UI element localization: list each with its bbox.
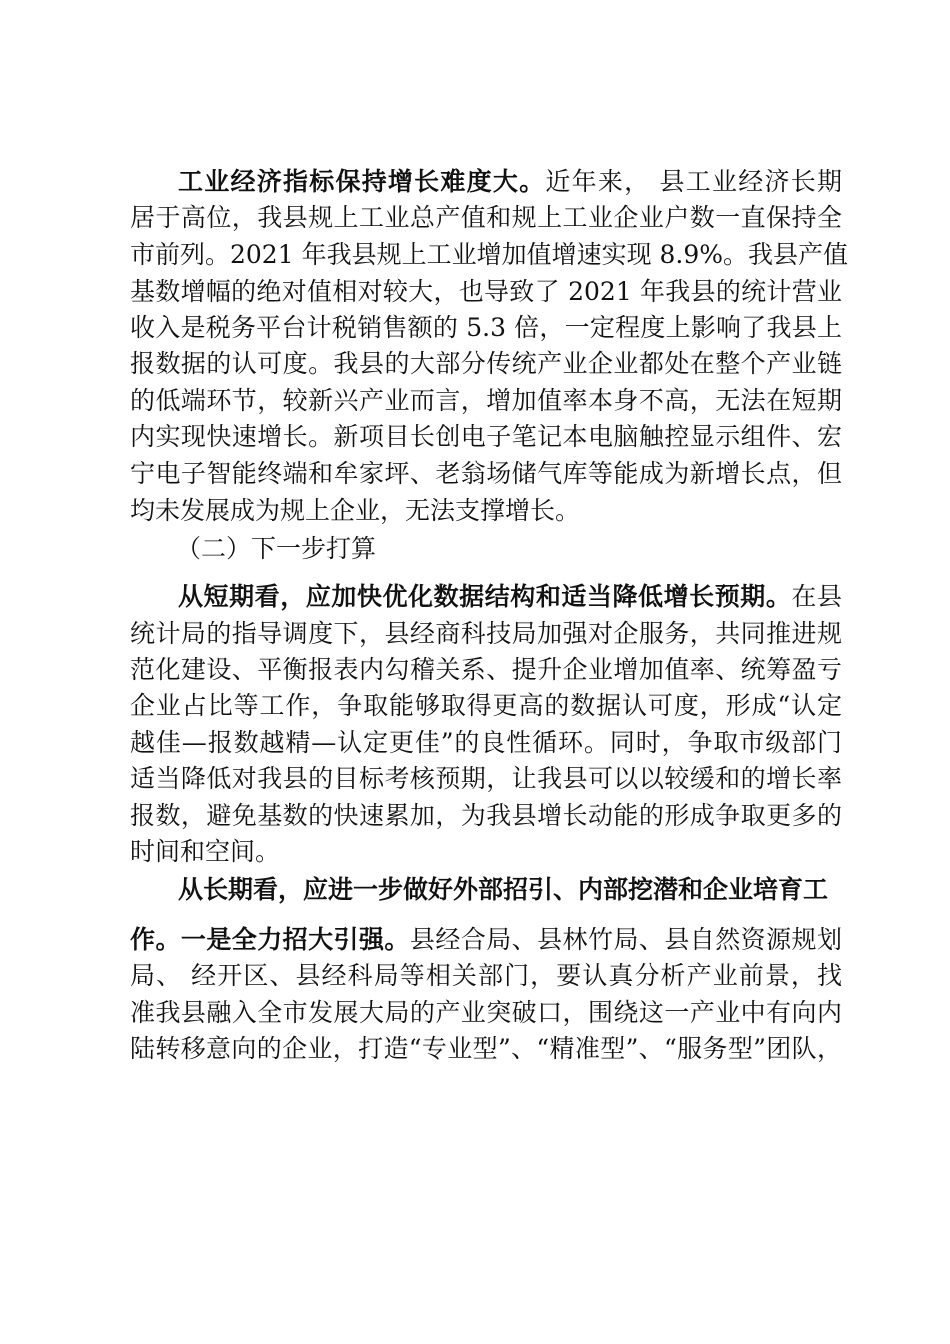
body-text: 范化建设、平衡报表内勾稽关系、提升企业增加值率、统筹盈亏	[130, 655, 842, 684]
text-line	[130, 457, 842, 491]
body-text: 收入是税务平台计税销售额的 5.3 倍，一定程度上影响了我县上	[130, 313, 842, 342]
body-text: （二）下一步打算	[176, 534, 377, 563]
text-line	[130, 799, 842, 833]
text-line	[130, 384, 842, 418]
body-text: 报数据的认可度。我县的大部分传统产业企业都处在整个产业链	[130, 349, 842, 378]
bold-lead-text: 作。一是全力招大引强。	[130, 925, 410, 954]
text-line	[178, 873, 842, 907]
text-line	[130, 923, 842, 957]
body-text: 报数，避免基数的快速累加，为我县增长动能的形成争取更多的	[130, 801, 842, 830]
text-line	[130, 617, 842, 651]
body-text: 局、 经开区、县经科局等相关部门，要认真分析产业前景，找	[130, 961, 842, 990]
text-line	[130, 311, 842, 345]
text-line	[130, 762, 842, 796]
text-line	[178, 165, 842, 199]
text-line	[130, 726, 842, 760]
text-line	[130, 494, 842, 528]
text-line	[130, 420, 842, 454]
text-line	[130, 238, 849, 272]
text-line	[130, 959, 842, 993]
bold-lead-text: 从长期看，应进一步做好外部招引、内部挖潜和企业培育工	[178, 875, 829, 904]
text-line	[130, 996, 842, 1030]
text-line	[178, 580, 842, 614]
body-text: 时间和空间。	[130, 837, 281, 866]
body-text: 适当降低对我县的目标考核预期，让我县可以以较缓和的增长率	[130, 764, 842, 793]
body-text: 企业占比等工作，争取能够取得更高的数据认可度，形成“认定	[130, 691, 842, 720]
text-line	[130, 653, 842, 687]
text-line	[130, 275, 842, 309]
body-text: 均未发展成为规上企业，无法支撑增长。	[130, 496, 581, 525]
body-text: 内实现快速增长。新项目长创电子笔记本电脑触控显示组件、宏	[130, 422, 842, 451]
body-text: 县经合局、县林竹局、县自然资源规划	[409, 925, 842, 954]
text-line	[130, 347, 842, 381]
body-text: 越佳—报数越精—认定更佳”的良性循环。同时，争取市级部门	[130, 728, 842, 757]
section-heading	[176, 532, 376, 566]
body-text: 市前列。2021 年我县规上工业增加值增速实现 8.9%。我县产值	[130, 240, 849, 269]
body-text: 统计局的指导调度下，县经商科技局加强对企服务，共同推进规	[130, 619, 842, 648]
body-text: 陆转移意向的企业，打造“专业型”、“精准型”、“服务型”团队，	[130, 1034, 842, 1063]
body-text: 的低端环节，较新兴产业而言，增加值率本身不高，无法在短期	[130, 386, 842, 415]
body-text: 近年来， 县工业经济长期	[545, 167, 842, 196]
bold-lead-text: 工业经济指标保持增长难度大。	[178, 167, 546, 196]
text-line	[130, 835, 842, 869]
text-line	[130, 201, 842, 235]
bold-lead-text: 从短期看，应加快优化数据结构和适当降低增长预期。	[178, 582, 792, 611]
body-text: 宁电子智能终端和牟家坪、老翁场储气库等能成为新增长点，但	[130, 459, 842, 488]
body-text: 准我县融入全市发展大局的产业突破口，围绕这一产业中有向内	[130, 998, 842, 1027]
text-line	[130, 689, 842, 723]
text-line	[130, 1032, 842, 1066]
body-text: 基数增幅的绝对值相对较大，也导致了 2021 年我县的统计营业	[130, 277, 842, 306]
body-text: 居于高位，我县规上工业总产值和规上工业企业户数一直保持全	[130, 203, 842, 232]
body-text: 在县	[791, 582, 842, 611]
